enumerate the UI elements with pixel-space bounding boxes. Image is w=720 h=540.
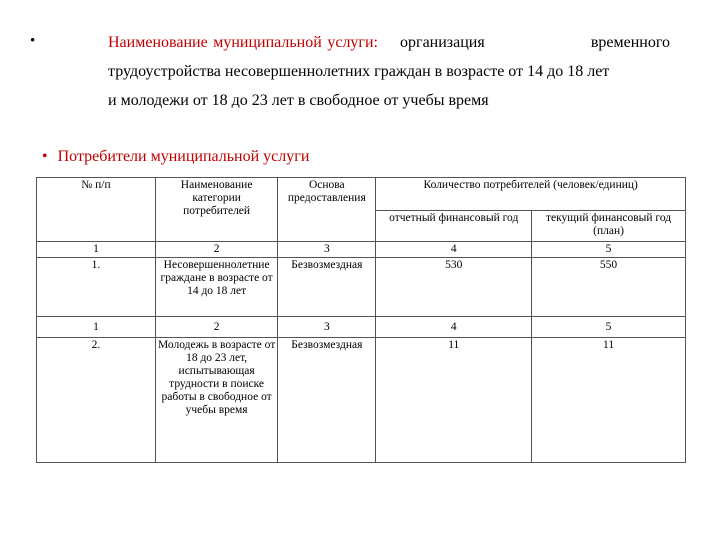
label-word-2: муниципальной [213,34,322,51]
row-basis: Безвозмездная [278,338,376,463]
header-basis: Основа предоставления [278,178,376,242]
table-row [37,338,686,463]
consumers-bullet: • [42,148,48,165]
service-name-label [108,28,378,57]
header-category: Наименование категории потребителей [155,178,277,242]
consumers-title: Потребители муниципальной услуги [57,148,310,165]
index-cell: 5 [532,242,686,258]
consumers-heading [42,148,309,166]
index-cell: 2 [155,242,277,258]
row-category: Несовершеннолетние граждане в возрасте от 14 до 18 лет [155,258,277,317]
service-name-value-start [400,28,670,57]
row-category: Молодежь в возрасте от 18 до 23 лет, испытывающая трудности в поиске работы в свободное от учебы время [155,338,277,463]
service-name-line2: трудоустройства несовершеннолетних граждан в возрасте от 14 до 18 лет [108,63,610,80]
header-count-group: Количество потребителей (человек/единиц) [376,178,686,211]
service-name-line3: и молодежи от 18 до 23 лет в свободное от учебы время [108,92,489,109]
service-name-line1 [108,28,670,57]
header-row-1 [37,178,686,211]
label-word-3: услуги: [327,34,378,51]
row-reported: 530 [376,258,532,317]
index-cell: 3 [278,317,376,338]
index-row [37,317,686,338]
row-current: 11 [532,338,686,463]
intro-bullet: • [30,33,36,49]
header-current: текущий финансовый год (план) [532,211,686,242]
row-reported: 11 [376,338,532,463]
label-word-1: Наименование [108,34,208,51]
table-row [37,258,686,317]
value-word-2: временного [590,34,670,51]
index-cell: 4 [376,317,532,338]
consumers-table [36,177,686,463]
index-row [37,242,686,258]
row-basis: Безвозмездная [278,258,376,317]
header-reported: отчетный финансовый год [376,211,532,242]
index-cell: 4 [376,242,532,258]
row-current: 550 [532,258,686,317]
index-cell: 3 [278,242,376,258]
row-num: 1. [37,258,156,317]
index-cell: 2 [155,317,277,338]
index-cell: 5 [532,317,686,338]
index-cell: 1 [37,242,156,258]
index-cell: 1 [37,317,156,338]
header-num: № п/п [37,178,156,242]
value-word-1: организация [400,34,485,51]
row-num: 2. [37,338,156,463]
service-name-paragraph [108,28,670,115]
